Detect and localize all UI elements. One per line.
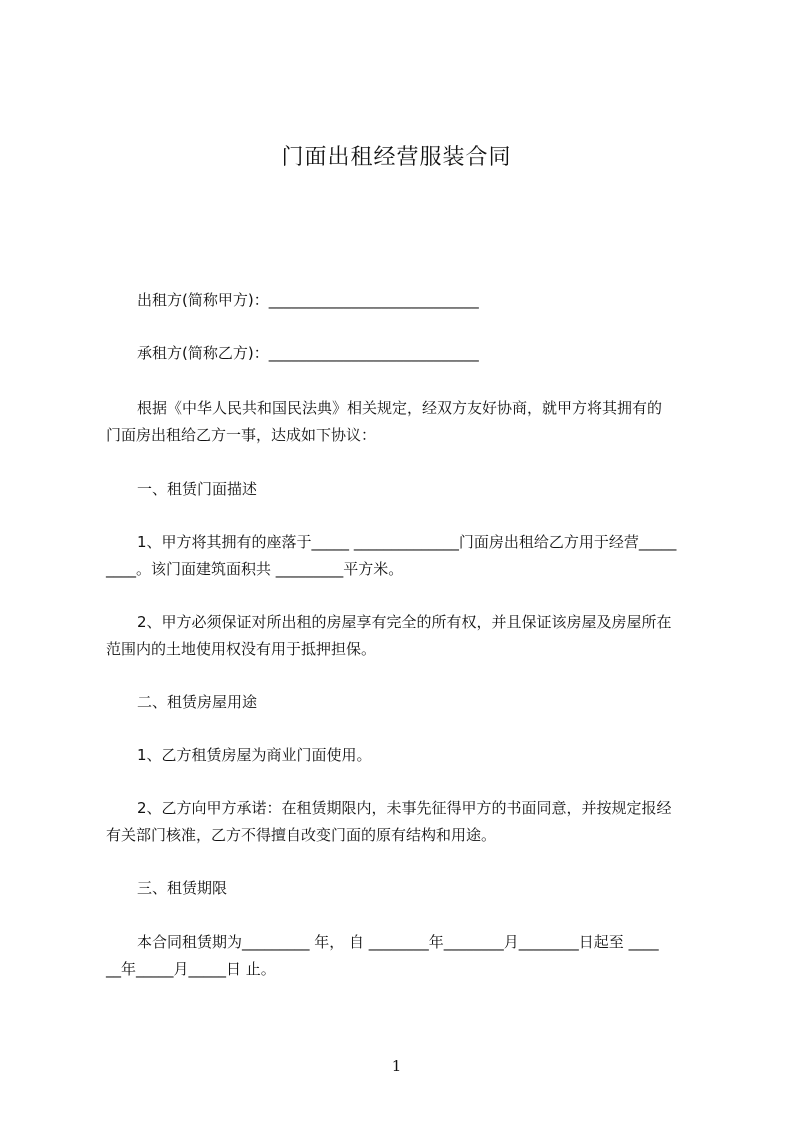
- preamble-line-1: 根据《中华人民共和国民法典》相关规定，经双方友好协商，就甲方将其拥有的: [137, 399, 663, 417]
- s2-item2-line-2: 有关部门核准，乙方不得擅自改变门面的原有结构和用途。: [106, 826, 497, 844]
- section-2-heading: 二、租赁房屋用途: [137, 693, 258, 711]
- lessee-line: 承租方(简称乙方)：____________________________: [137, 344, 479, 362]
- s2-item2-line-1: 2、乙方向甲方承诺：在租赁期限内，未事先征得甲方的书面同意，并按规定报经: [137, 799, 672, 817]
- document-title: 门面出租经营服装合同: [281, 145, 512, 170]
- s3-line-2: __年_____月_____日 止。: [106, 960, 276, 978]
- s1-item1-line-2: ____。该门面建筑面积共 _________平方米。: [106, 560, 404, 578]
- s1-item2-line-1: 2、甲方必须保证对所出租的房屋享有完全的所有权，并且保证该房屋及房屋所在: [137, 613, 672, 631]
- section-3-heading: 三、租赁期限: [137, 879, 228, 897]
- s1-item2-line-2: 范围内的土地使用权没有用于抵押担保。: [106, 640, 377, 658]
- section-1-heading: 一、租赁门面描述: [137, 480, 258, 498]
- s3-line-1: 本合同租赁期为_________ 年， 自 ________年________月________日起至 ____: [137, 933, 659, 951]
- lessor-line: 出租方(简称甲方)：____________________________: [137, 291, 479, 309]
- preamble-line-2: 门面房出租给乙方一事，达成如下协议：: [106, 426, 377, 444]
- s1-item1-line-1: 1、甲方将其拥有的座落于_____ ______________门面房出租给乙方用于经营_____: [137, 533, 677, 551]
- s2-item1: 1、乙方租赁房屋为商业门面使用。: [137, 746, 372, 764]
- page-number: 1: [391, 1057, 402, 1075]
